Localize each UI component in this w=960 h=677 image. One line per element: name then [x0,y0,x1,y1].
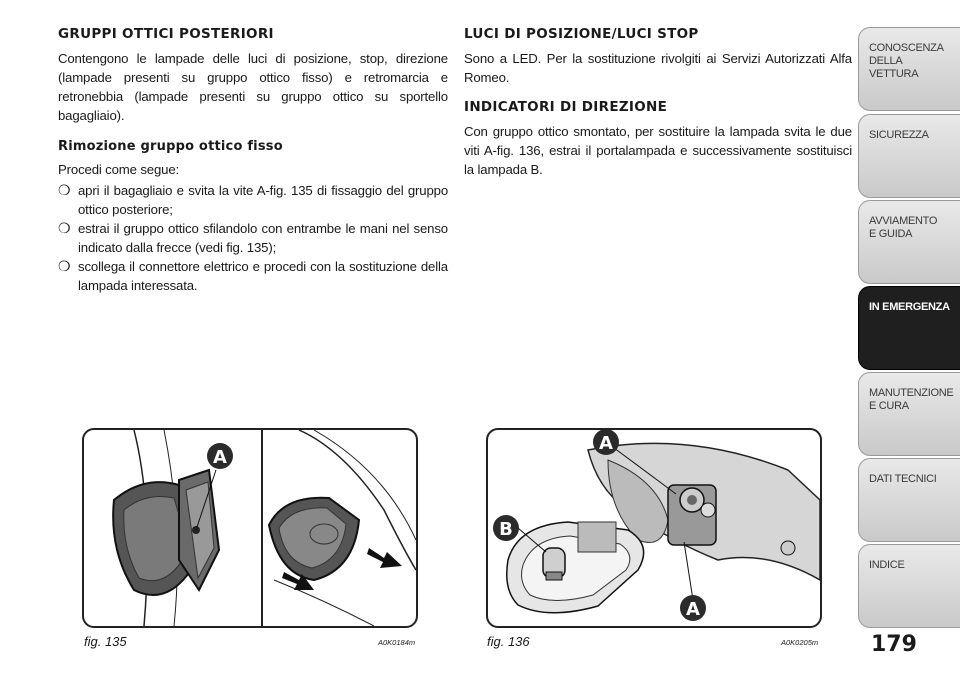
label-b: B [499,519,513,540]
lead-text: Procedi come segue: [58,162,180,177]
bullet-circle-icon: ❍ [58,220,71,236]
left-column [58,26,448,295]
tab-manutenzione-cura[interactable]: MANUTENZIONE E CURA [858,372,960,456]
tab-avviamento-guida[interactable]: AVVIAMENTO E GUIDA [858,200,960,284]
figure-135-caption: fig. 135 [84,634,127,649]
list-item: ❍ scollega il connettore elettrico e procedi con la sostituzione della lampada interessata. [58,258,448,293]
figure-136-code: A0K0205m [781,638,819,647]
tab-indice[interactable]: INDICE [858,544,960,628]
figure-135-code: A0K0184m [378,638,416,647]
figure-135-illustration [82,428,418,628]
right-column [464,26,852,179]
tab-dati-tecnici[interactable]: DATI TECNICI [858,458,960,542]
bullet-circle-icon: ❍ [58,258,71,274]
figure-136-illustration [486,428,822,628]
list-item: ❍ apri il bagagliaio e svita la vite A-fig. 135 di fissaggio del gruppo ottico posteriore; [58,182,448,217]
figure-136-caption: fig. 136 [487,634,530,649]
indicators-paragraph: Con gruppo ottico smontato, per sostituire la lampada svita le due viti A-fig. 136, estrai il portalampada e successivamente sostituisci la lampada B. [464,124,852,177]
page-number: 179 [871,632,917,657]
bullet-circle-icon: ❍ [58,182,71,198]
section-heading-direction-indicators: INDICATORI DI DIREZIONE [464,99,668,115]
tab-sicurezza[interactable]: SICUREZZA [858,114,960,198]
label-a: A [599,433,613,454]
steps-list [58,181,448,295]
intro-paragraph: Contengono le lampade delle luci di posizione, stop, direzione (lampade presenti su gruppo ottico fisso) e retromarcia e retronebbia (lampade presenti su gruppo ottico su sportello bagagliaio). [58,51,448,123]
list-item: ❍ estrai il gruppo ottico sfilandolo con entrambe le mani nel senso indicato dalla frecce (vedi fig. 135); [58,220,448,255]
section-heading-rear-lights: GRUPPI OTTICI POSTERIORI [58,26,274,42]
subheading-removal: Rimozione gruppo ottico fisso [58,139,283,154]
tab-conoscenza-vettura[interactable]: CONOSCENZA DELLA VETTURA [858,27,960,111]
tab-in-emergenza[interactable]: IN EMERGENZA [858,286,960,370]
led-paragraph: Sono a LED. Per la sostituzione rivolgiti ai Servizi Autorizzati Alfa Romeo. [464,51,852,85]
label-a: A [686,599,700,620]
label-a: A [213,447,227,468]
section-heading-position-stop: LUCI DI POSIZIONE/LUCI STOP [464,26,699,42]
